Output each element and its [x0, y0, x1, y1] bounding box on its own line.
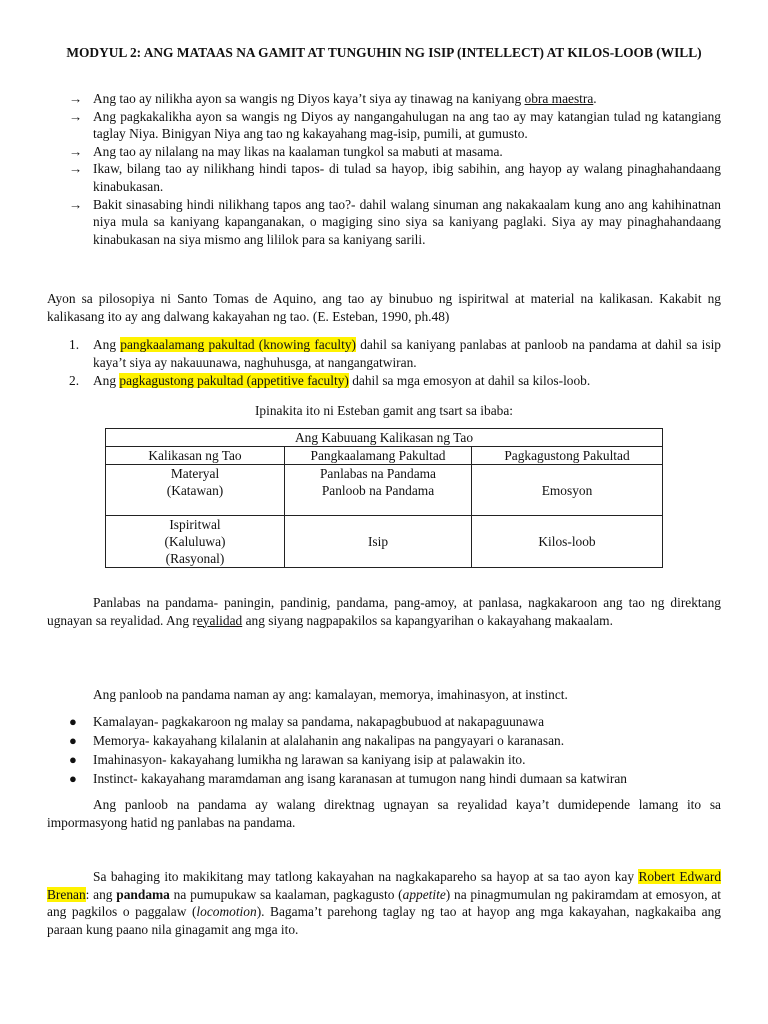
item-text: Bakit sinasabing hindi nilikhang tapos ang tao?- dahil walang sinuman ang nakakaalam kung ano ang kahihinatnan niya mula sa kaniyang kapanganakan, o magiging sino siya sa kaniyang paglaki. Siya ay may pinaghahandaang kinabukasan na siya mismo ang lililok para sa kaniyang sarili. — [93, 196, 721, 247]
table-header: Kalikasan ng Tao — [106, 447, 285, 465]
item-text: Imahinasyon- kakayahang lumikha ng larawan sa kaniyang isip at palawakin ito. — [93, 752, 526, 767]
list-item — [47, 731, 721, 750]
table-cell — [106, 516, 285, 568]
cell-line: (Katawan) — [166, 483, 224, 498]
bullet-icon: ● — [69, 733, 77, 748]
chart-intro: Ipinakita ito ni Esteban gamit ang tsart sa ibaba: — [254, 403, 514, 418]
item-text: Instinct- kakayahang maramdaman ang isang karanasan at tumugon nang hindi dumaan sa katwiran — [93, 771, 627, 786]
list-item — [47, 750, 721, 769]
panlabas-paragraph — [47, 594, 721, 629]
list-item — [47, 372, 721, 390]
paragraph-text: Sa bahaging ito makikitang may tatlong kakayahan na nagkakapareho sa hayop at sa tao ayon kay — [93, 869, 639, 884]
item-text: Ang pagkakalikha ayon sa wangis ng Diyos ay nangangahulugan na ang tao ay may katangian tulad ng katangiang taglay Niya. Binigyan Niya ang tao ng kakayahang mag-isip, pumili, at gumusto. — [93, 108, 721, 142]
table-header-row — [106, 447, 663, 465]
item-text: Ikaw, bilang tao ay nilikhang hindi tapos- di tulad sa hayop, ibig sabihin, ang hayop ay walang pinaghahandaang kinabukasan. — [93, 161, 721, 194]
highlighted-term: Robert Edward Brenan — [47, 869, 722, 902]
italic-term: locomotion — [196, 904, 257, 919]
item-number: 2. — [69, 373, 80, 388]
highlighted-term: pagkagustong pakultad (appetitive faculty) — [119, 373, 349, 388]
table-header: Pagkagustong Pakultad — [472, 447, 663, 465]
panloob-paragraph: Ang panloob na pandama ay walang direktnag ugnayan sa reyalidad kaya’t dumidepende lamang ito sa impormasyong hatid ng panlabas na pandama. — [47, 797, 721, 830]
item-text-end: dahil sa kaniyang panlabas at panloob na pandama at dahil sa isip kaya’t siya ay nakauunawa, naghuhusga, at nangangatwiran. — [93, 337, 721, 370]
paragraph-text: ). Bagama’t parehong taglay ng tao at hayop ang mga kakayahan, nagkakaiba ang paraan kung paano nila ginagamit ang mga ito. — [47, 904, 722, 937]
list-item — [47, 336, 721, 372]
list-item — [47, 108, 721, 143]
list-item — [47, 196, 721, 249]
arrow-list — [47, 90, 721, 248]
underlined-term: obra maestra — [524, 91, 594, 106]
table-cell: Kilos-loob — [472, 516, 663, 568]
table-header: Pangkaalamang Pakultad — [285, 447, 472, 465]
arrow-right-icon: → — [69, 161, 83, 177]
bullet-list — [47, 712, 721, 788]
table-row — [106, 465, 663, 516]
bullet-icon: ● — [69, 771, 77, 786]
table-row — [106, 516, 663, 568]
item-text: Ang — [93, 373, 120, 388]
item-number: 1. — [69, 337, 80, 352]
cell-line: Panlabas na Pandama — [319, 466, 437, 481]
arrow-right-icon: → — [69, 91, 83, 106]
item-text: Ang tao ay nilalang na may likas na kaalaman tungkol sa mabuti at masama. — [93, 143, 503, 159]
paragraph-text: : ang — [85, 886, 117, 902]
arrow-right-icon: → — [69, 143, 83, 159]
italic-term: appetite — [402, 886, 446, 902]
bullet-icon: ● — [69, 752, 77, 767]
table-cell: Emosyon — [472, 465, 663, 516]
item-text: Kamalayan- pagkakaroon ng malay sa pandama, nakapagbubuod at nakapaguunawa — [93, 714, 545, 729]
item-text: Ang tao ay nilikha ayon sa wangis ng Diyos kaya’t siya ay tinawag na kaniyang — [93, 91, 525, 106]
underlined-term: eyalidad — [196, 612, 243, 628]
panloob-intro: Ang panloob na pandama naman ay ang: kamalayan, memorya, imahinasyon, at instinct. — [93, 687, 568, 702]
arrow-right-icon: → — [69, 196, 83, 212]
bullet-icon: ● — [69, 714, 77, 729]
paragraph-text: Panlabas na pandama- paningin, pandinig, pandama, pang-amoy, at panlasa, nagkakaroon ang tao ng direktang ugnayan sa reyalidad. Ang r — [47, 595, 721, 628]
list-item — [47, 769, 721, 788]
item-text: Ang — [93, 337, 121, 352]
table-caption-row — [106, 429, 663, 447]
cell-line: (Kaluluwa) — [164, 534, 226, 549]
list-item — [47, 712, 721, 731]
faculty-list — [47, 336, 721, 390]
item-text-end: . — [593, 91, 597, 106]
page-title: MODYUL 2: ANG MATAAS NA GAMIT AT TUNGUHIN NG ISIP (INTELLECT) AT KILOS-LOOB (WILL) — [66, 45, 702, 60]
table-cell — [106, 465, 285, 516]
cell-line: (Rasyonal) — [165, 551, 225, 566]
list-item — [47, 143, 721, 161]
nature-table — [105, 428, 663, 568]
item-text: Memorya- kakayahang kilalanin at alalahanin ang nakalipas na pangyayari o karanasan. — [93, 733, 565, 748]
bold-term: pandama — [116, 886, 170, 902]
paragraph-text-end: ang siyang nagpapakilos sa kapangyarihan o kakayahang makaalam. — [242, 612, 613, 628]
aquino-paragraph: Ayon sa pilosopiya ni Santo Tomas de Aquino, ang tao ay binubuo ng ispiritwal at material na kalikasan. Kakabit ng kalikasang ito ay ang dalwang kakayahan ng tao. (E. Esteban, 1990, ph.48) — [47, 291, 721, 324]
cell-line: Materyal — [170, 466, 220, 481]
table-caption: Ang Kabuuang Kalikasan ng Tao — [106, 429, 663, 447]
list-item — [47, 90, 721, 108]
arrow-right-icon: → — [69, 108, 83, 124]
cell-line: Ispiritwal — [169, 517, 221, 532]
list-item — [47, 160, 721, 195]
paragraph-text: na pumupukaw sa kaalaman, pagkagusto ( — [169, 886, 403, 902]
paragraph-text: ) na pinagmumulan ng pakiramdam at emosyon, at ang pagkilos o paggalaw ( — [47, 886, 721, 919]
highlighted-term: pangkaalamang pakultad (knowing faculty) — [120, 337, 356, 352]
cell-line: Panloob na Pandama — [321, 483, 435, 498]
brenan-paragraph — [47, 868, 721, 938]
item-text-end: dahil sa mga emosyon at dahil sa kilos-loob. — [348, 373, 591, 388]
table-cell: Isip — [285, 516, 472, 568]
table-cell — [285, 465, 472, 516]
